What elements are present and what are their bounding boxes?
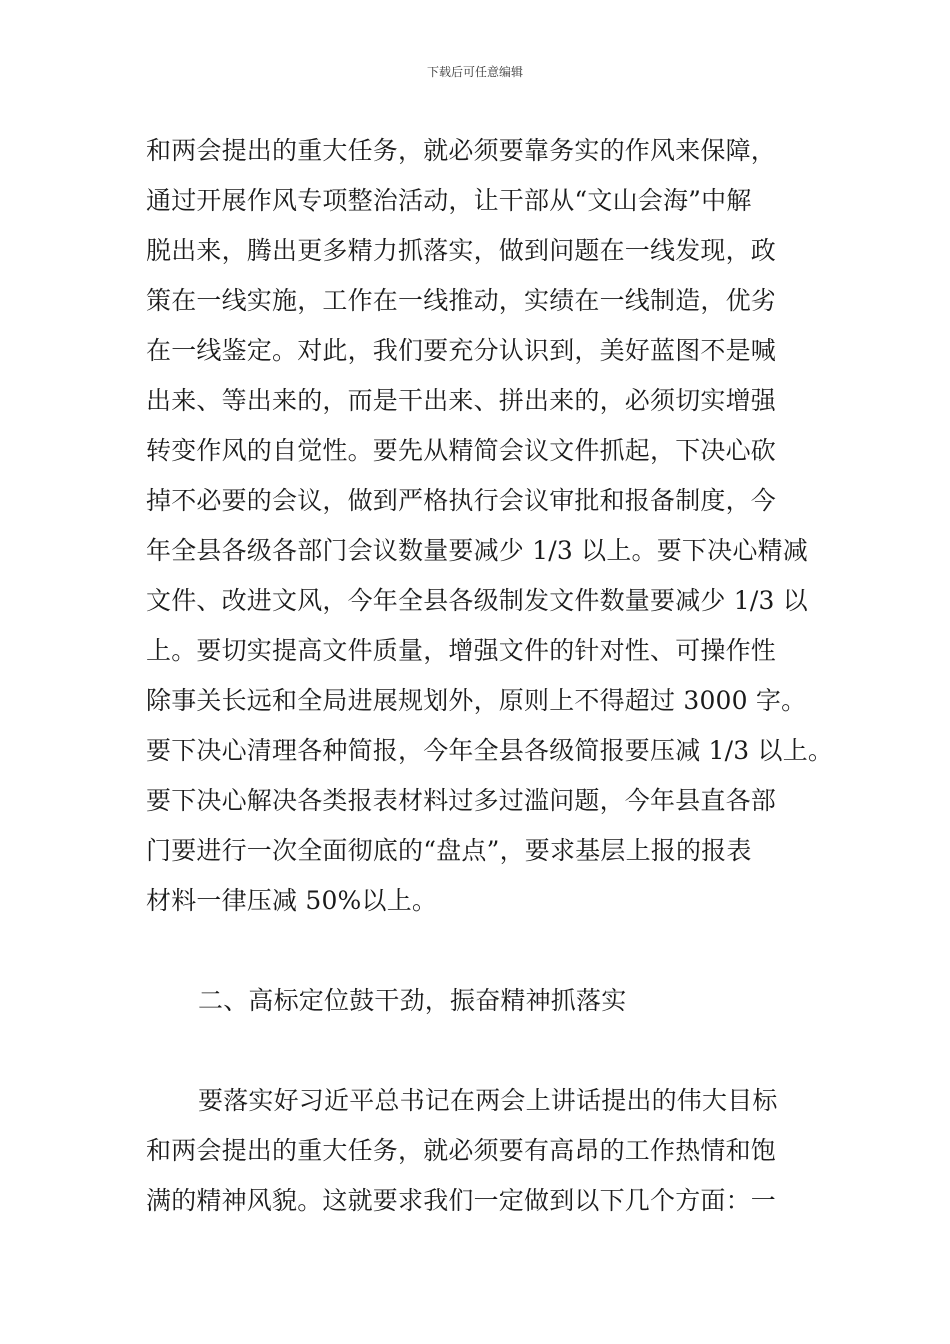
- text-line: 通过开展作风专项整治活动，让干部从“文山会海”中解: [146, 186, 752, 215]
- text-line: 在一线鉴定。对此，我们要充分认识到，美好蓝图不是喊: [146, 336, 777, 365]
- text-line: 要落实好习近平总书记在两会上讲话提出的伟大目标: [198, 1086, 778, 1115]
- text-line: 文件、改进文风，今年全县各级制发文件数量要减少 1/3 以: [146, 586, 808, 615]
- text-line: 上。要切实提高文件质量，增强文件的针对性、可操作性: [146, 636, 777, 665]
- text-line: 掉不必要的会议，做到严格执行会议审批和报备制度，今: [146, 486, 777, 515]
- section-heading: 二、高标定位鼓干劲，振奋精神抓落实: [198, 986, 627, 1015]
- page-header: 下载后可任意编辑: [426, 65, 523, 79]
- text-line: 和两会提出的重大任务，就必须要靠务实的作风来保障，: [146, 136, 777, 165]
- document-body: [146, 126, 834, 1226]
- text-line: 出来、等出来的，而是干出来、拼出来的，必须切实增强: [146, 386, 777, 415]
- text-line: 转变作风的自觉性。要先从精简会议文件抓起，下决心砍: [146, 436, 777, 465]
- paragraph-gap: [146, 926, 826, 976]
- text-line: 和两会提出的重大任务，就必须要有高昂的工作热情和饱: [146, 1136, 777, 1165]
- text-line: 策在一线实施，工作在一线推动，实绩在一线制造，优劣: [146, 286, 777, 315]
- text-line: 材料一律压减 50%以上。: [146, 886, 438, 915]
- text-line: 要下决心清理各种简报，今年全县各级简报要压减 1/3 以上。: [146, 736, 834, 765]
- paragraph-1: [146, 126, 834, 926]
- text-line: 门要进行一次全面彻底的“盘点”，要求基层上报的报表: [146, 836, 752, 865]
- paragraph-2: [146, 1076, 826, 1226]
- text-line: 要下决心解决各类报表材料过多过滥问题，今年县直各部: [146, 786, 777, 815]
- text-line: 年全县各级各部门会议数量要减少 1/3 以上。要下决心精减: [146, 536, 808, 565]
- paragraph-gap: [146, 1026, 826, 1076]
- text-line: 满的精神风貌。这就要求我们一定做到以下几个方面：一: [146, 1186, 777, 1215]
- text-line: 除事关长远和全局进展规划外，原则上不得超过 3000 字。: [146, 686, 807, 715]
- text-line: 脱出来，腾出更多精力抓落实，做到问题在一线发现，政: [146, 236, 777, 265]
